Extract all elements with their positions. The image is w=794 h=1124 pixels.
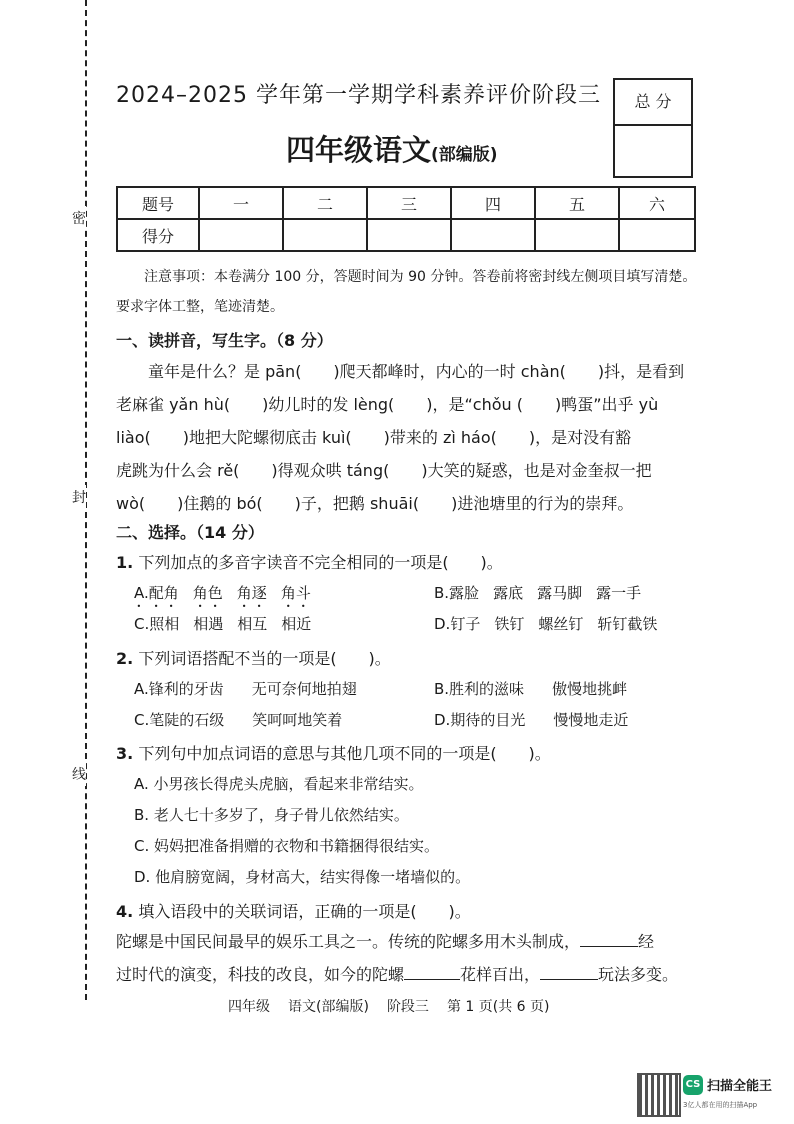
question-1: 1. 下列加点的多音字读音不完全相同的一项是( )。 [116, 553, 503, 572]
column-header: 五 [535, 187, 619, 219]
passage-line: 过时代的演变，科技的改良，如今的陀螺 花样百出， 玩法多变。 [116, 965, 679, 984]
page-footer: 四年级 语文(部编版) 阶段三 第 1 页(共 6 页) [228, 999, 550, 1015]
score-cell[interactable] [199, 219, 283, 251]
option-3b[interactable]: B. 老人七十多岁了，身子骨儿依然结实。 [134, 806, 409, 824]
camscanner-name: 扫描全能王 [707, 1079, 773, 1094]
seal-char-xian: 线 [72, 762, 86, 786]
notice-line: 要求字体工整，笔迹清楚。 [116, 299, 284, 315]
exam-title: 2024–2025 学年第一学期学科素养评价阶段三 [116, 83, 601, 108]
score-cell[interactable] [283, 219, 367, 251]
column-header: 四 [451, 187, 535, 219]
seal-char-feng: 封 [72, 485, 86, 509]
option-3a[interactable]: A. 小男孩长得虎头虎脑，看起来非常结实。 [134, 775, 424, 793]
score-cell[interactable] [619, 219, 695, 251]
column-header: 六 [619, 187, 695, 219]
option-1b[interactable]: B.露脸 露底 露马脚 露一手 [434, 584, 642, 602]
question-4-passage [116, 925, 694, 991]
option-3c[interactable]: C. 妈妈把准备捐赠的衣物和书籍捆得很结实。 [134, 837, 440, 855]
qr-code-icon [637, 1073, 681, 1117]
answer-blank[interactable] [540, 965, 598, 980]
row-header: 题号 [117, 187, 199, 219]
notice [116, 262, 706, 322]
score-cell[interactable] [451, 219, 535, 251]
option-2a[interactable]: A.锋利的牙齿 无可奈何地拍翅 [134, 680, 357, 698]
row-header: 得分 [117, 219, 199, 251]
table-row [117, 219, 695, 251]
option-2b[interactable]: B.胜利的滋味 傲慢地挑衅 [434, 680, 628, 698]
score-cell[interactable] [367, 219, 451, 251]
column-header: 二 [283, 187, 367, 219]
camscanner-tagline: 3亿人都在用的扫描App [683, 1101, 758, 1109]
notice-line: 注意事项：本卷满分 100 分，答题时间为 90 分钟。答卷前将密封线左侧项目填写清楚。 [144, 269, 697, 285]
option-1d[interactable]: D.钉子 铁钉 螺丝钉 斩钉截铁 [434, 615, 658, 633]
passage-line: 童年是什么？是 pān( )爬天都峰时，内心的一时 chàn( )抖，是看到 [116, 362, 685, 381]
total-score-label: 总 分 [615, 80, 691, 126]
passage-line: 老麻雀 yǎn hù( )幼儿时的发 lèng( )，是“chǒu ( )鸭蛋”出乎 yù [116, 395, 659, 414]
option-2c[interactable]: C.笔陡的石级 笑呵呵地笑着 [134, 711, 343, 729]
section1-passage [116, 355, 694, 520]
column-header: 一 [199, 187, 283, 219]
table-row [117, 187, 695, 219]
passage-line: liào( )地把大陀螺彻底击 kuì( )带来的 zì háo( )，是对没有豁 [116, 428, 632, 447]
answer-blank[interactable] [404, 965, 460, 980]
option-2d[interactable]: D.期待的目光 慢慢地走近 [434, 711, 629, 729]
option-1a[interactable]: A.配角 角色 角逐 角斗 [134, 584, 311, 602]
question-2: 2. 下列词语搭配不当的一项是( )。 [116, 649, 391, 668]
total-score-box [613, 78, 693, 178]
question-3: 3. 下列句中加点词语的意思与其他几项不同的一项是( )。 [116, 744, 551, 763]
section-heading: 二、选择。（14 分） [116, 523, 264, 542]
seal-char-mi: 密 [72, 206, 86, 230]
option-1c[interactable]: C.照相 相遇 相互 相近 [134, 615, 312, 633]
answer-blank[interactable] [580, 932, 638, 947]
passage-line: 陀螺是中国民间最早的娱乐工具之一。传统的陀螺多用木头制成， 经 [116, 932, 655, 951]
column-header: 三 [367, 187, 451, 219]
score-cell[interactable] [535, 219, 619, 251]
camscanner-logo-icon: CS [683, 1075, 703, 1095]
edition-label: (部编版) [431, 145, 498, 165]
section-heading: 一、读拼音，写生字。（8 分） [116, 331, 333, 350]
option-3d[interactable]: D. 他肩膀宽阔，身材高大，结实得像一堵墙似的。 [134, 868, 471, 886]
subject-title: 四年级语文(部编版) [286, 133, 498, 167]
score-table [116, 186, 696, 252]
question-4: 4. 填入语段中的关联词语，正确的一项是( )。 [116, 902, 471, 921]
passage-line: wò( )住鹅的 bó( )子，把鹅 shuāi( )进池塘里的行为的崇拜。 [116, 494, 634, 513]
passage-line: 虎跳为什么会 rě( )得观众哄 táng( )大笑的疑惑，也是对金奎叔一把 [116, 461, 652, 480]
